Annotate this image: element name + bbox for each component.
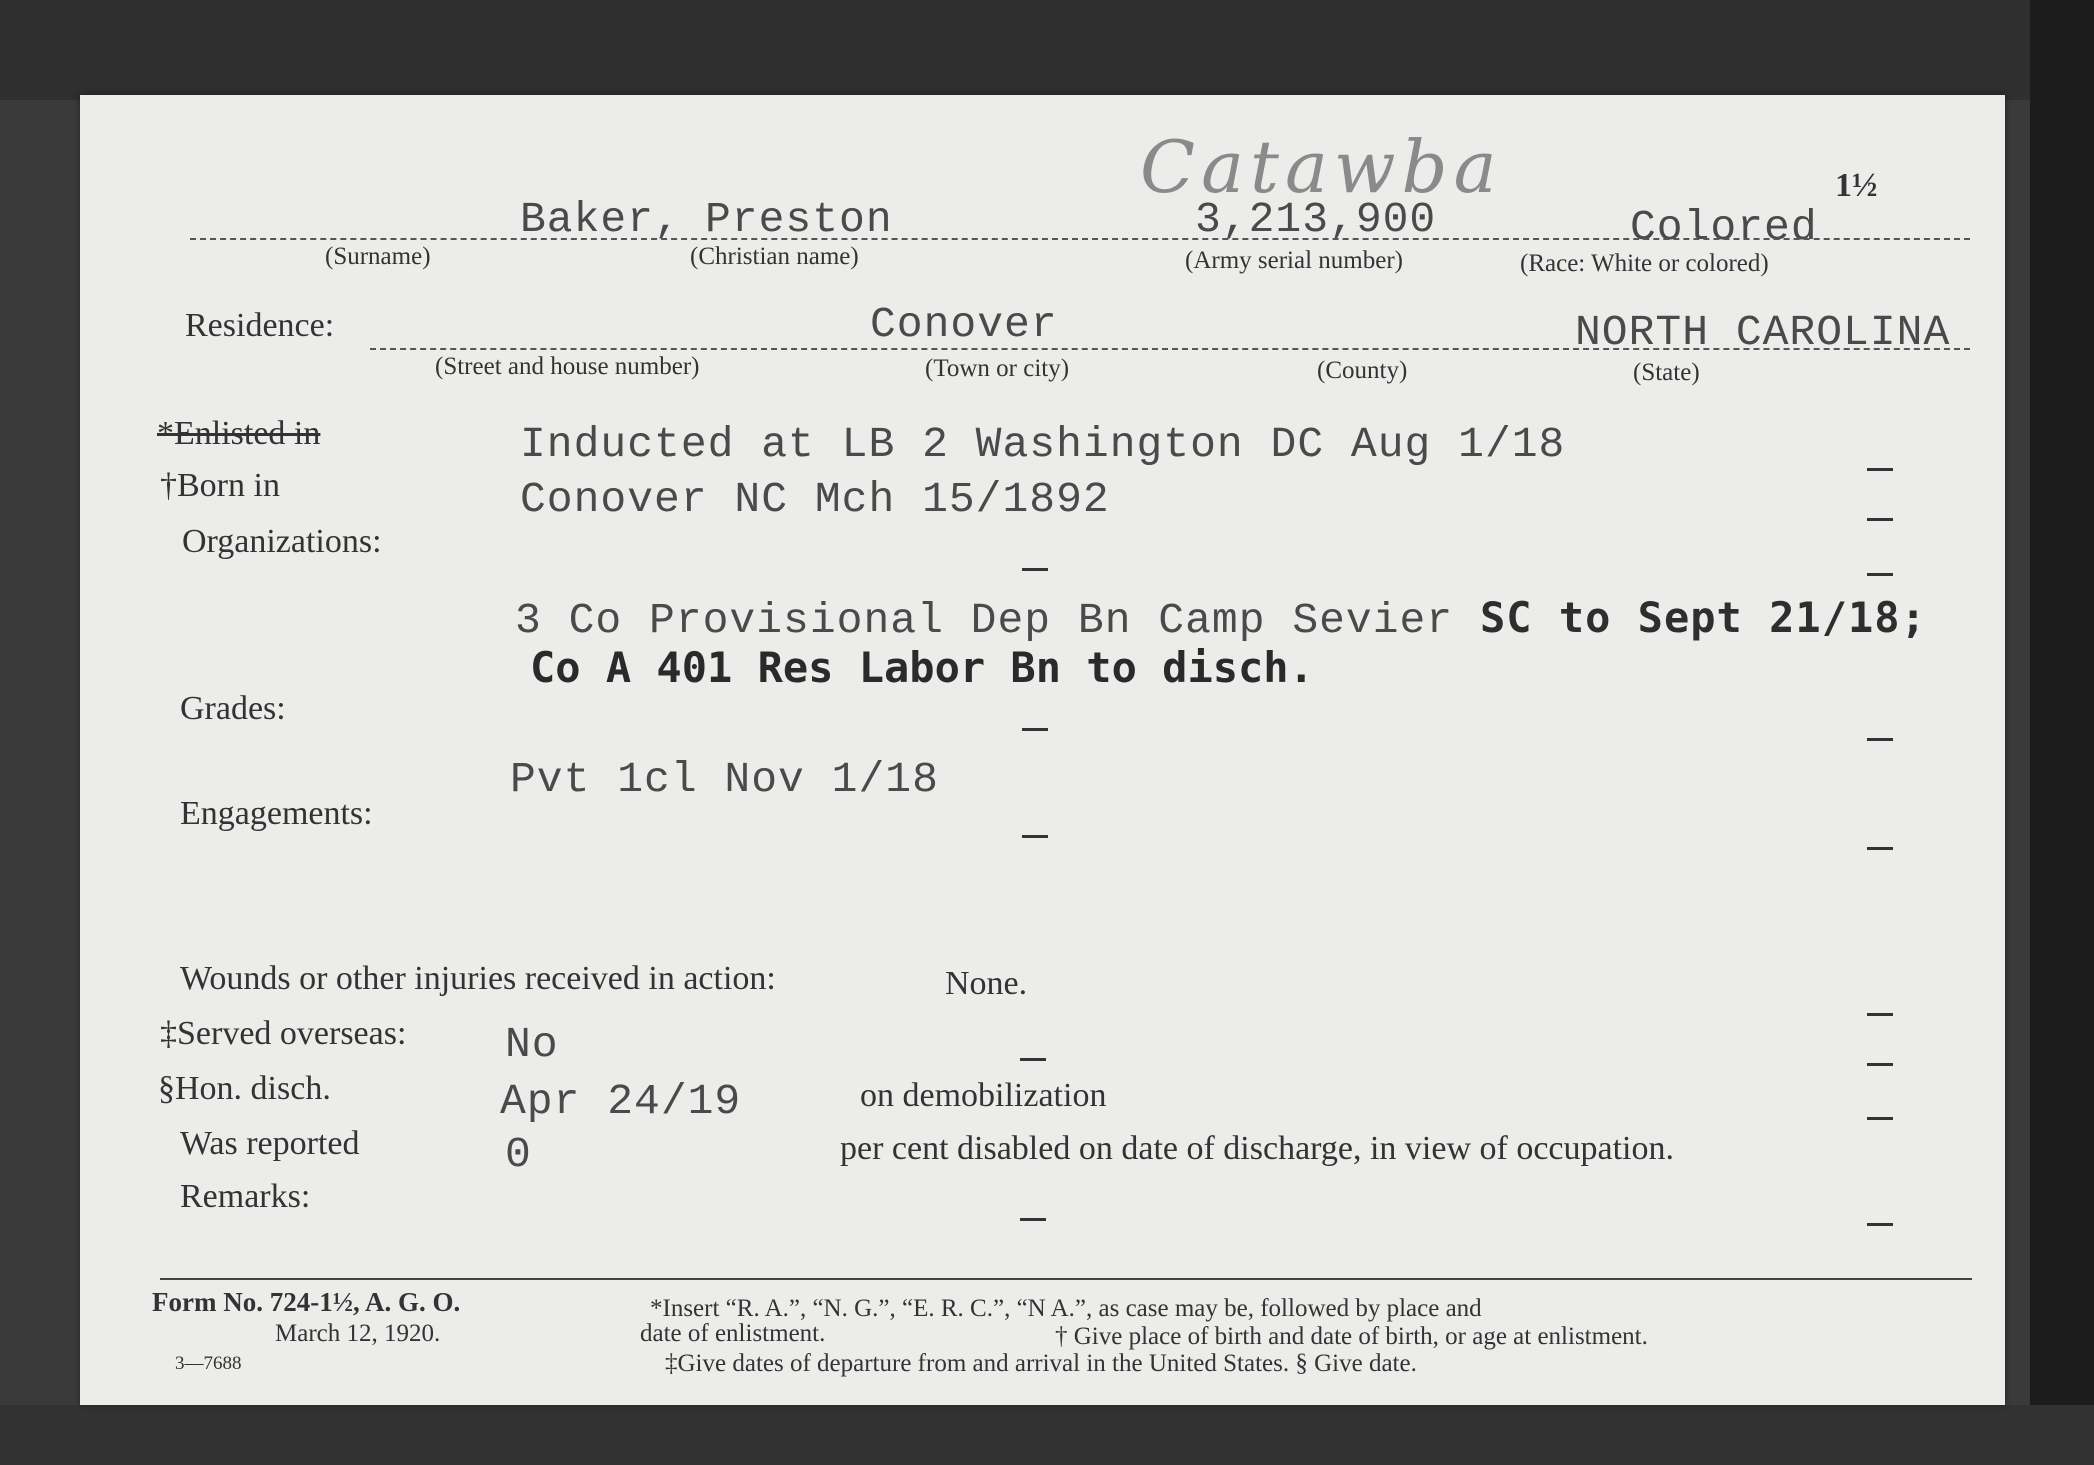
organization-line-1: 3 Co Provisional Dep Bn Camp Sevier SC to Sept 21/18; <box>515 593 1927 645</box>
surname-value: Baker, <box>520 195 681 244</box>
footnote-3: ‡Give dates of departure from and arrival in the United States. § Give date. <box>665 1350 1417 1377</box>
organizations-label: Organizations: <box>182 523 382 560</box>
christian-name-value: Preston <box>705 195 893 244</box>
margin-tick <box>1867 468 1893 471</box>
was-reported-label: Was reported <box>180 1125 360 1162</box>
residence-label: Residence: <box>185 307 335 344</box>
form-date: March 12, 1920. <box>275 1320 441 1347</box>
background-top <box>0 0 2094 100</box>
engagements-label: Engagements: <box>180 795 373 832</box>
served-overseas-label: ‡Served overseas: <box>160 1015 407 1052</box>
grades-value: Pvt 1cl Nov 1/18 <box>510 755 939 804</box>
margin-tick <box>1867 573 1893 576</box>
enlisted-label: *Enlisted in <box>157 415 321 452</box>
christian-name-caption: (Christian name) <box>690 243 859 270</box>
street-caption: (Street and house number) <box>435 353 700 380</box>
state-caption: (State) <box>1633 359 1700 386</box>
margin-tick <box>1867 1063 1893 1066</box>
serial-number-caption: (Army serial number) <box>1185 247 1403 274</box>
residence-row-line <box>370 348 1970 350</box>
margin-tick <box>1867 518 1893 521</box>
percent-disabled-value: 0 <box>505 1130 532 1179</box>
organization-line-2: Co A 401 Res Labor Bn to disch. <box>530 643 1314 692</box>
background-bottom <box>0 1405 2094 1465</box>
margin-tick <box>1867 1117 1893 1120</box>
wounds-label: Wounds or other injuries received in action: <box>180 960 776 997</box>
race-caption: (Race: White or colored) <box>1520 250 1769 277</box>
remarks-label: Remarks: <box>180 1178 311 1215</box>
dash-mark <box>1020 1218 1046 1221</box>
born-label: †Born in <box>160 467 280 504</box>
handwritten-county: Catawba <box>1140 125 1503 209</box>
corner-mark: 1½ <box>1835 167 1878 204</box>
hon-disch-note: on demobilization <box>860 1077 1107 1114</box>
hon-disch-date: Apr 24/19 <box>500 1077 742 1126</box>
margin-tick <box>1867 738 1893 741</box>
service-record-card <box>80 95 2005 1405</box>
disabled-text: per cent disabled on date of discharge, in view of occupation. <box>840 1130 1674 1167</box>
name-row-line <box>190 238 1970 240</box>
form-number: Form No. 724-1½, A. G. O. <box>152 1287 461 1317</box>
served-overseas-value: No <box>505 1020 559 1069</box>
margin-tick <box>1867 1223 1893 1226</box>
inducted-value: Inducted at LB 2 Washington DC Aug 1/18 <box>520 420 1566 469</box>
dash-mark <box>1022 728 1048 731</box>
surname-caption: (Surname) <box>325 243 431 270</box>
serial-number-value: 3,213,900 <box>1195 195 1437 244</box>
wounds-value: None. <box>945 965 1028 1002</box>
footnote-1: *Insert “R. A.”, “N. G.”, “E. R. C.”, “N A.”, as case may be, followed by place and <box>650 1295 1482 1322</box>
footnote-2b: † Give place of birth and date of birth, or age at enlistment. <box>1055 1323 1648 1350</box>
race-value: Colored <box>1630 203 1818 252</box>
footnote-2a: date of enlistment. <box>640 1320 826 1347</box>
margin-tick <box>1867 1013 1893 1016</box>
footer-rule <box>160 1278 1972 1280</box>
hon-disch-label: §Hon. disch. <box>158 1070 331 1107</box>
grades-label: Grades: <box>180 690 286 727</box>
print-code: 3—7688 <box>175 1353 242 1374</box>
residence-state-value: NORTH CAROLINA <box>1575 308 1951 357</box>
county-caption: (County) <box>1317 357 1408 384</box>
dash-mark <box>1022 568 1048 571</box>
residence-town-value: Conover <box>870 300 1058 349</box>
town-caption: (Town or city) <box>925 355 1070 382</box>
dash-mark <box>1022 835 1048 838</box>
dash-mark <box>1020 1058 1046 1061</box>
born-value: Conover NC Mch 15/1892 <box>520 475 1110 524</box>
margin-tick <box>1867 847 1893 850</box>
background-right <box>2030 0 2094 1465</box>
